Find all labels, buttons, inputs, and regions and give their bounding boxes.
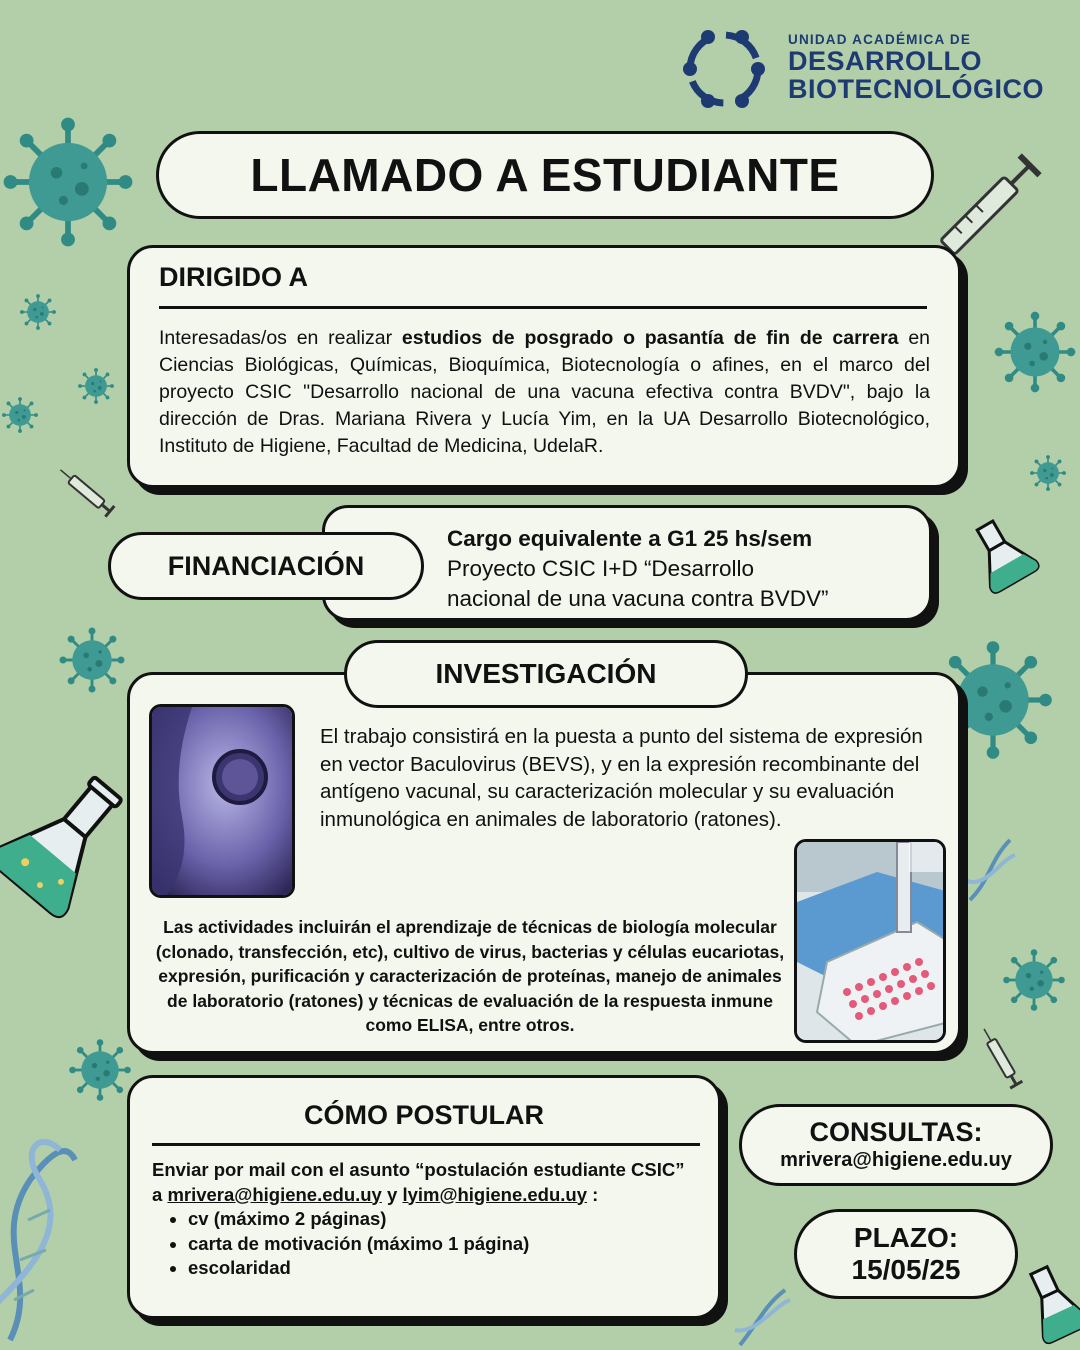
dirigido-text xyxy=(159,325,930,460)
list-item: • carta de motivación (máximo 1 página) xyxy=(188,1232,696,1257)
dirigido-card xyxy=(127,245,961,488)
financiacion-proyecto-line2: nacional de una vacuna contra BVDV” xyxy=(447,586,829,611)
flask-icon xyxy=(1017,1260,1080,1344)
divider xyxy=(152,1143,700,1146)
postular-heading: CÓMO POSTULAR xyxy=(304,1100,544,1130)
plazo-date: 15/05/25 xyxy=(851,1254,961,1285)
postular-instructions xyxy=(152,1158,696,1207)
virus-icon xyxy=(995,312,1076,393)
logo-title-line1: DESARROLLO xyxy=(788,46,982,76)
investigacion-actividades: Las actividades incluirán el aprendizaje de técnicas de biología molecular (clonado, transfección, etc), cultivo de virus, bacterias y células eucariotas, expresión, purificación y caracterización de proteínas, manejo de animales de laboratorio (ratones) y técnicas de evaluación de la respuesta inmune como ELISA, entre otros. xyxy=(155,917,785,1035)
postular-text: : xyxy=(587,1183,599,1205)
list-item: • escolaridad xyxy=(188,1256,696,1281)
dna-icon xyxy=(735,1290,790,1345)
consultas-email[interactable]: mrivera@higiene.edu.uy xyxy=(780,1149,1012,1171)
postular-text: Enviar por mail con el asunto “postulación estudiante CSIC” a xyxy=(152,1159,685,1205)
logo xyxy=(678,26,1058,116)
virus-icon xyxy=(60,628,125,693)
requirements-list xyxy=(188,1207,696,1281)
virus-icon xyxy=(69,1039,131,1101)
virus-icon xyxy=(78,368,114,404)
dna-icon xyxy=(965,840,1015,900)
divider xyxy=(159,306,927,309)
postular-text: y xyxy=(381,1183,403,1205)
financiacion-proyecto-line1: Proyecto CSIC I+D “Desarrollo xyxy=(447,556,754,581)
page-title: LLAMADO A ESTUDIANTE xyxy=(156,131,934,219)
virus-icon xyxy=(20,294,56,330)
dirigido-text-part: en Ciencias Biológicas, Químicas, Bioquímica, Biotecnología o afines, en el marco del proyecto CSIC "Desarrollo nacional de una vacuna efectiva contra BVDV", bajo la dirección de Dras. Mariana Rivera y Lucía Yim, en la UA Desarrollo Biotecnológico, Instituto de Higiene, Facultad de Medicina, UdelaR. xyxy=(159,327,931,457)
email-link[interactable]: lyim@higiene.edu.uy xyxy=(402,1183,588,1205)
syringe-icon xyxy=(56,464,116,517)
virus-icon xyxy=(2,397,38,433)
flask-icon xyxy=(962,512,1040,594)
virus-icon xyxy=(1030,455,1066,491)
email-link[interactable]: mrivera@higiene.edu.uy xyxy=(167,1183,382,1205)
flask-icon xyxy=(0,758,144,919)
plazo-label: PLAZO: xyxy=(853,1222,959,1253)
virus-icon xyxy=(1003,949,1065,1011)
virus-icon xyxy=(4,118,133,247)
investigacion-heading: INVESTIGACIÓN xyxy=(344,640,748,708)
elisa-plate-image xyxy=(794,839,946,1043)
molecule-icon xyxy=(678,26,770,112)
virus-micrograph-image xyxy=(149,704,295,898)
logo-title-line2: BIOTECNOLÓGICO xyxy=(788,74,1044,104)
logo-subtitle: UNIDAD ACADÉMICA DE xyxy=(788,32,972,47)
postular-body xyxy=(152,1158,696,1281)
dirigido-heading: DIRIGIDO A xyxy=(159,262,309,292)
financiacion-cargo: Cargo equivalente a G1 25 hs/sem xyxy=(447,526,813,551)
list-item: • cv (máximo 2 páginas) xyxy=(188,1207,696,1232)
syringe-icon xyxy=(978,1025,1023,1089)
dirigido-text-part: Interesadas/os en realizar xyxy=(159,327,402,349)
consultas-badge xyxy=(739,1104,1053,1186)
plazo-badge xyxy=(794,1209,1018,1299)
dna-icon xyxy=(0,1142,75,1340)
investigacion-card xyxy=(127,672,961,1054)
dirigido-text-bold: estudios de posgrado o pasantía de fin de carrera xyxy=(401,327,899,349)
financiacion-heading: FINANCIACIÓN xyxy=(108,532,424,600)
consultas-heading: CONSULTAS: xyxy=(809,1117,983,1147)
investigacion-text: El trabajo consistirá en la puesta a punto del sistema de expresión en vector Baculovirus (BEVS), y en la expresión recombinante del antígeno vacunal, su caracterización molecular y su evaluación inmunológica en animales de laboratorio (ratones). xyxy=(320,725,923,831)
postular-card xyxy=(127,1075,721,1319)
